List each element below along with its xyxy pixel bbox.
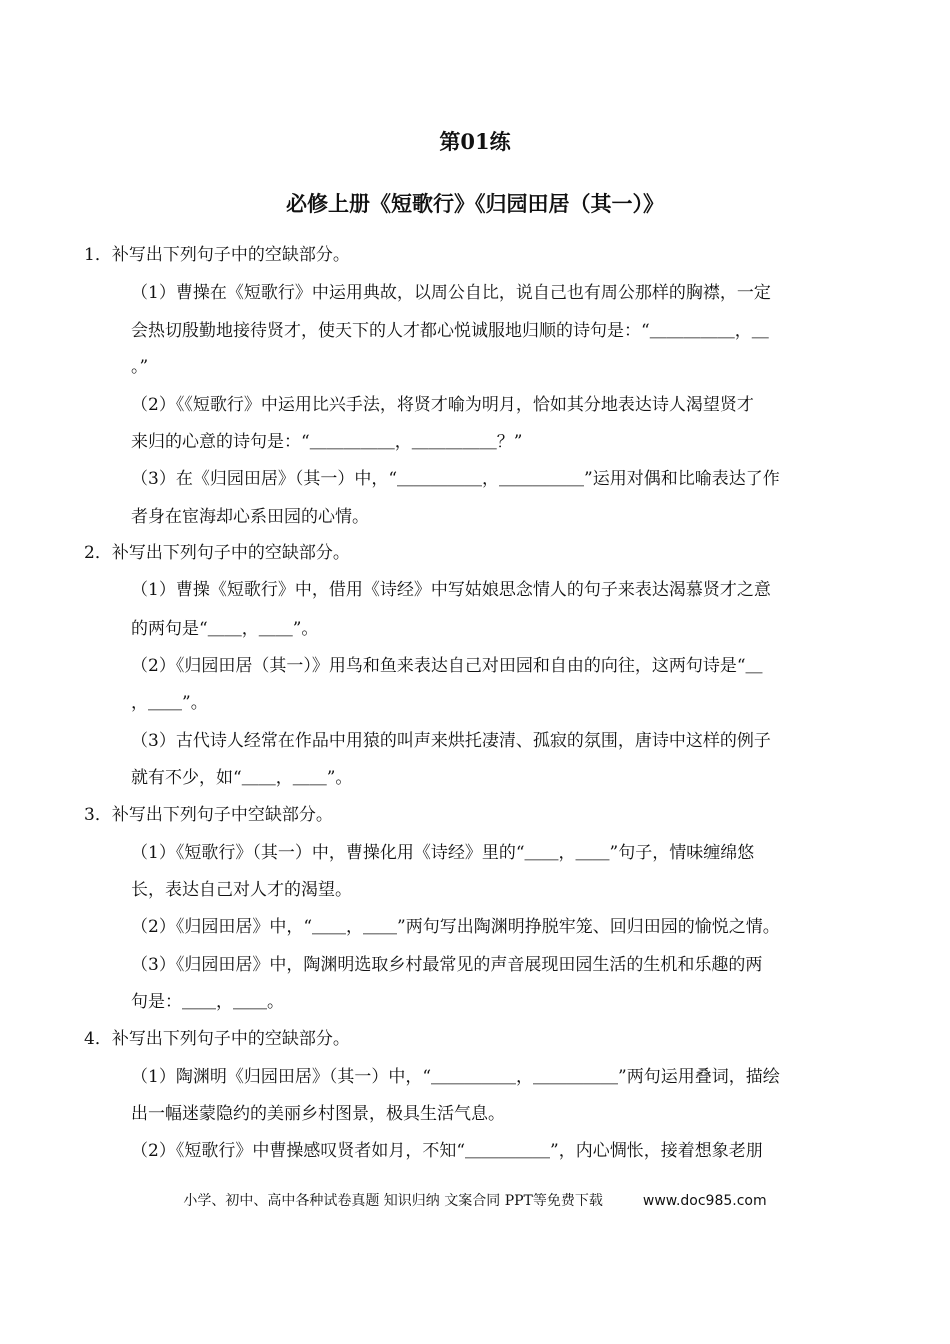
question-3-part-3: （3）《归园田居》中，陶渊明选取乡村最常见的声音展现田园生活的生机和乐趣的两 bbox=[131, 955, 763, 975]
footer-url-link[interactable]: www.doc985.com bbox=[642, 1193, 767, 1209]
question-1-part-1-cont2: 。” bbox=[131, 357, 149, 377]
question-2-part-3-cont: 就有不少，如“＿＿，＿＿”。 bbox=[131, 768, 353, 788]
question-1-stem: 1．补写出下列句子中的空缺部分。 bbox=[84, 245, 350, 265]
page-subtitle: 必修上册《短歌行》《归园田居（其一）》 bbox=[286, 191, 664, 216]
question-2-part-2: （2）《归园田居（其一）》用鸟和鱼来表达自己对田园和自由的向往，这两句诗是“＿ bbox=[131, 656, 763, 676]
question-4-part-2: （2）《短歌行》中曹操感叹贤者如月，不知“＿＿＿＿＿”，内心惆怅，接着想象老朋 bbox=[131, 1141, 763, 1161]
question-1-part-1: （1）曹操在《短歌行》中运用典故，以周公自比，说自己也有周公那样的胸襟，一定 bbox=[131, 283, 771, 303]
footer-text: 小学、初中、高中各种试卷真题 知识归纳 文案合同 PPT等免费下载 bbox=[183, 1193, 603, 1209]
question-3-part-3-cont: 句是：＿＿，＿＿。 bbox=[131, 992, 284, 1012]
question-3-stem: 3．补写出下列句子中空缺部分。 bbox=[84, 805, 333, 825]
question-1-part-1-cont: 会热切殷勤地接待贤才，使天下的人才都心悦诚服地归顺的诗句是：“＿＿＿＿＿，＿ bbox=[131, 321, 769, 341]
page-title: 第01练 bbox=[439, 129, 511, 154]
question-1-part-2: （2）《《短歌行》中运用比兴手法，将贤才喻为明月，恰如其分地表达诗人渴望贤才 bbox=[131, 395, 754, 415]
question-3-part-1-cont: 长，表达自己对人才的渴望。 bbox=[131, 880, 352, 900]
question-1-part-2-cont: 来归的心意的诗句是：“＿＿＿＿＿，＿＿＿＿＿？” bbox=[131, 432, 523, 452]
question-2-part-1: （1）曹操《短歌行》中，借用《诗经》中写姑娘思念情人的句子来表达渴慕贤才之意 bbox=[131, 580, 771, 600]
question-2-stem: 2．补写出下列句子中的空缺部分。 bbox=[84, 543, 350, 563]
question-4-part-1-cont: 出一幅迷蒙隐约的美丽乡村图景，极具生活气息。 bbox=[131, 1104, 505, 1124]
question-3-part-1: （1）《短歌行》（其一）中，曹操化用《诗经》里的“＿＿，＿＿”句子，情味缠绵悠 bbox=[131, 843, 755, 863]
question-2-part-1-cont: 的两句是“＿＿，＿＿”。 bbox=[131, 619, 319, 639]
question-2-part-2-cont: ，＿＿”。 bbox=[131, 693, 208, 713]
question-3-part-2: （2）《归园田居》中，“＿＿，＿＿”两句写出陶渊明挣脱牢笼、回归田园的愉悦之情。 bbox=[131, 917, 780, 937]
question-1-part-3: （3）在《归园田居》（其一）中，“＿＿＿＿＿，＿＿＿＿＿”运用对偶和比喻表达了作 bbox=[131, 469, 780, 489]
question-4-part-1: （1）陶渊明《归园田居》（其一）中，“＿＿＿＿＿，＿＿＿＿＿”两句运用叠词，描绘 bbox=[131, 1067, 780, 1087]
question-2-part-3: （3）古代诗人经常在作品中用猿的叫声来烘托凄清、孤寂的氛围，唐诗中这样的例子 bbox=[131, 731, 771, 751]
question-1-part-3-cont: 者身在宦海却心系田园的心情。 bbox=[131, 507, 369, 527]
question-4-stem: 4．补写出下列句子中的空缺部分。 bbox=[84, 1029, 350, 1049]
footer bbox=[0, 1190, 950, 1210]
